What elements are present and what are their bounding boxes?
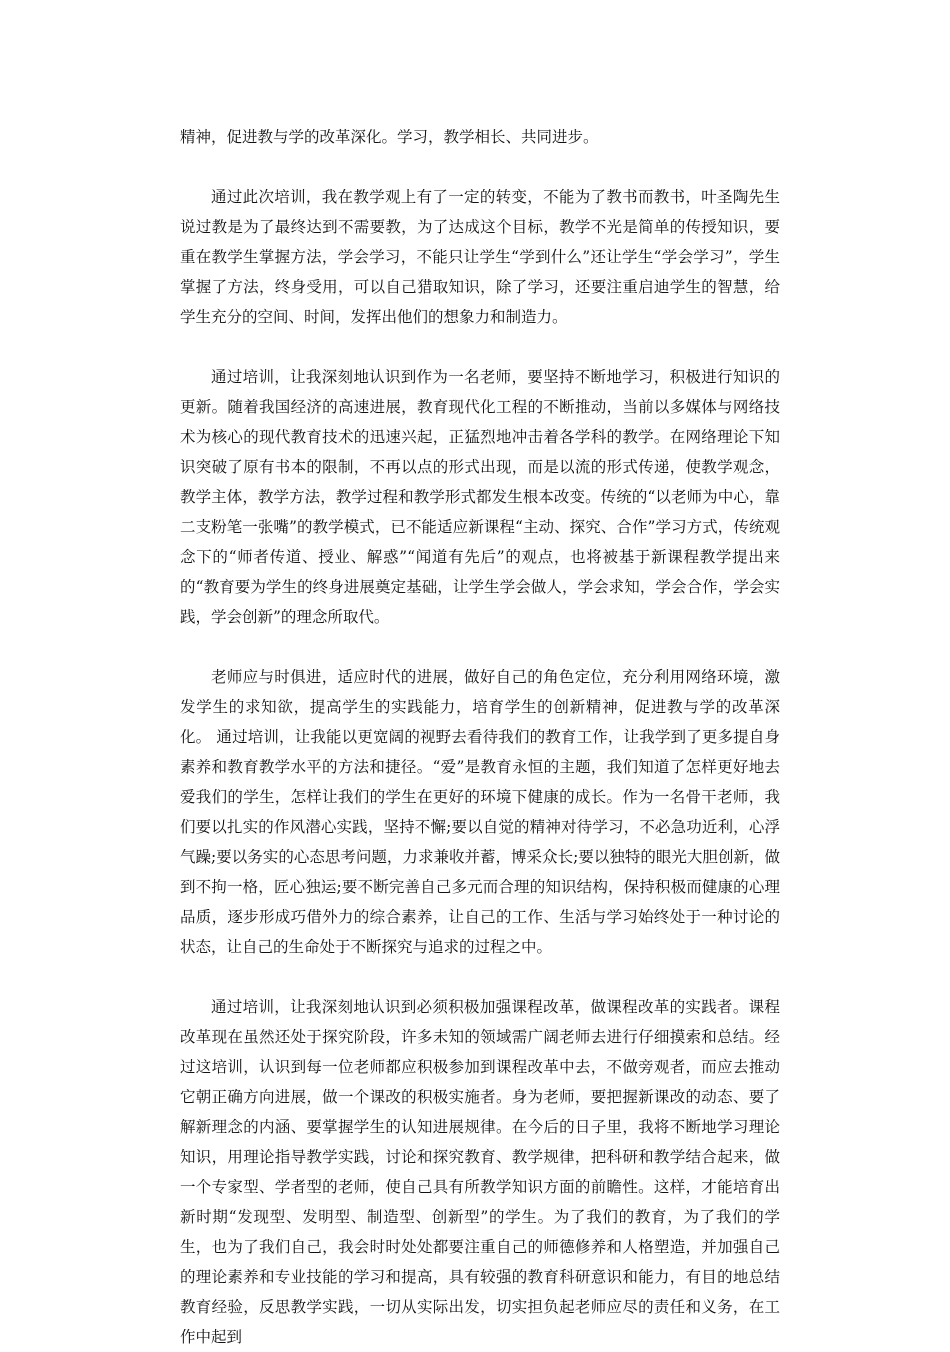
paragraph: 通过培训，让我深刻地认识到必须积极加强课程改革，做课程改革的实践者。课程改革现在虽然还处于探究阶段，许多未知的领域需广阔老师去进行仔细摸索和总结。经过这培训，认识到每一位老师都应积极参加到课程改革中去，不做旁观者，而应去推动它朝正确方向进展，做一个课改的积极实施者。身为老师，要把握新课改的动态、要了解新理念的内涵、要掌握学生的认知进展规律。在今后的日子里，我将不断地学习理论知识，用理论指导教学实践，讨论和探究教育、教学规律，把科研和教学结合起来，做一个专家型、学者型的老师，使自己具有所教学知识方面的前瞻性。这样，才能培育出新时期“发现型、发明型、制造型、创新型”的学生。为了我们的教育，为了我们的学生，也为了我们自己，我会时时处处都要注重自己的师德修养和人格塑造，并加强自己的理论素养和专业技能的学习和提高，具有较强的教育科研意识和能力，有目的地总结教育经验，反思教学实践，一切从实际出发，切实担负起老师应尽的责任和义务，在工作中起到 — [180, 998, 780, 1346]
paragraph: 通过培训，让我深刻地认识到作为一名老师，要坚持不断地学习，积极进行知识的更新。随着我国经济的高速进展，教育现代化工程的不断推动，当前以多媒体与网络技术为核心的现代教育技术的迅速兴起，正猛烈地冲击着各学科的教学。在网络理论下知识突破了原有书本的限制，不再以点的形式出现，而是以流的形式传递，使教学观念，教学主体，教学方法，教学过程和教学形式都发生根本改变。传统的“以老师为中心，靠二支粉笔一张嘴”的教学模式，已不能适应新课程“主动、探究、合作”学习方式，传统观念下的“师者传道、授业、解惑”“闻道有先后”的观点，也将被基于新课程教学提出来的“教育要为学生的终身进展奠定基础，让学生学会做人，学会求知，学会合作，学会实践，学会创新”的理念所取代。 — [180, 368, 780, 626]
paragraph-gap — [180, 152, 780, 182]
paragraph-gap — [180, 332, 780, 362]
paragraph-gap — [180, 962, 780, 992]
paragraph: 老师应与时俱进，适应时代的进展，做好自己的角色定位，充分利用网络环境，激发学生的求知欲，提高学生的实践能力，培育学生的创新精神，促进教与学的改革深化。 通过培训，让我能以更宽阔的视野去看待我们的教育工作，让我学到了更多提自身素养和教育教学水平的方法和捷径。“爱”是教育永恒的主题，我们知道了怎样更好地去爱我们的学生，怎样让我们的学生在更好的环境下健康的成长。作为一名骨干老师，我们要以扎实的作风潜心实践，坚持不懈;要以自觉的精神对待学习，不必急功近利，心浮气躁;要以务实的心态思考问题，力求兼收并蓄，博采众长;要以独特的眼光大胆创新，做到不拘一格，匠心独运;要不断完善自己多元而合理的知识结构，保持积极而健康的心理品质，逐步形成巧借外力的综合素养，让自己的工作、生活与学习始终处于一种讨论的状态，让自己的生命处于不断探究与追求的过程之中。 — [180, 668, 780, 956]
paragraph-gap — [180, 632, 780, 662]
document-body — [180, 122, 780, 1352]
paragraph-continuation: 精神，促进教与学的改革深化。学习，教学相长、共同进步。 — [180, 128, 599, 146]
paragraph: 通过此次培训，我在教学观上有了一定的转变，不能为了教书而教书，叶圣陶先生说过教是为了最终达到不需要教，为了达成这个目标，教学不光是简单的传授知识，要重在教学生掌握方法，学会学习，不能只让学生“学到什么”还让学生“学会学习”，学生掌握了方法，终身受用，可以自己猎取知识，除了学习，还要注重启迪学生的智慧，给学生充分的空间、时间，发挥出他们的想象力和制造力。 — [180, 188, 780, 326]
